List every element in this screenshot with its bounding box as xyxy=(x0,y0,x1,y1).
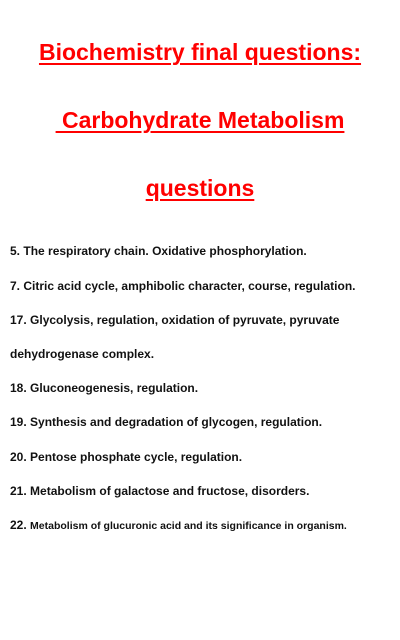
document-subtitle xyxy=(0,106,400,134)
question-item-19 xyxy=(10,414,394,430)
question-number: 22. xyxy=(10,518,27,532)
question-text: Glycolysis, regulation, oxidation of pyruvate, pyruvate xyxy=(30,313,340,327)
question-item-5 xyxy=(10,243,394,259)
question-number: 17. xyxy=(10,313,27,327)
question-item-20 xyxy=(10,449,394,465)
question-text: dehydrogenase complex. xyxy=(10,347,155,361)
question-number: 7. xyxy=(10,279,21,293)
title-line-2: Carbohydrate Metabolism xyxy=(55,107,345,133)
question-item-18 xyxy=(10,380,394,396)
question-item-21 xyxy=(10,483,394,499)
question-number: 21. xyxy=(10,484,27,498)
question-text: Gluconeogenesis, regulation. xyxy=(30,381,199,395)
question-text: Pentose phosphate cycle, regulation. xyxy=(30,450,243,464)
question-number: 19. xyxy=(10,415,27,429)
title-line-3: questions xyxy=(145,175,255,201)
question-number: 20. xyxy=(10,450,27,464)
document-title xyxy=(0,38,400,66)
question-item-7 xyxy=(10,278,394,294)
question-text: Synthesis and degradation of glycogen, regulation. xyxy=(30,415,323,429)
question-item-17-continued xyxy=(10,346,394,362)
question-number: 18. xyxy=(10,381,27,395)
question-item-22 xyxy=(10,517,394,534)
title-line-1: Biochemistry final questions: xyxy=(38,39,362,65)
question-text: The respiratory chain. Oxidative phosphorylation. xyxy=(23,244,307,258)
question-text: Metabolism of glucuronic acid and its significance in organism. xyxy=(30,520,347,532)
document-subtitle-2 xyxy=(0,174,400,202)
question-text: Metabolism of galactose and fructose, disorders. xyxy=(30,484,310,498)
question-item-17 xyxy=(10,312,394,328)
question-number: 5. xyxy=(10,244,21,258)
question-text: Citric acid cycle, amphibolic character, course, regulation. xyxy=(23,279,356,293)
